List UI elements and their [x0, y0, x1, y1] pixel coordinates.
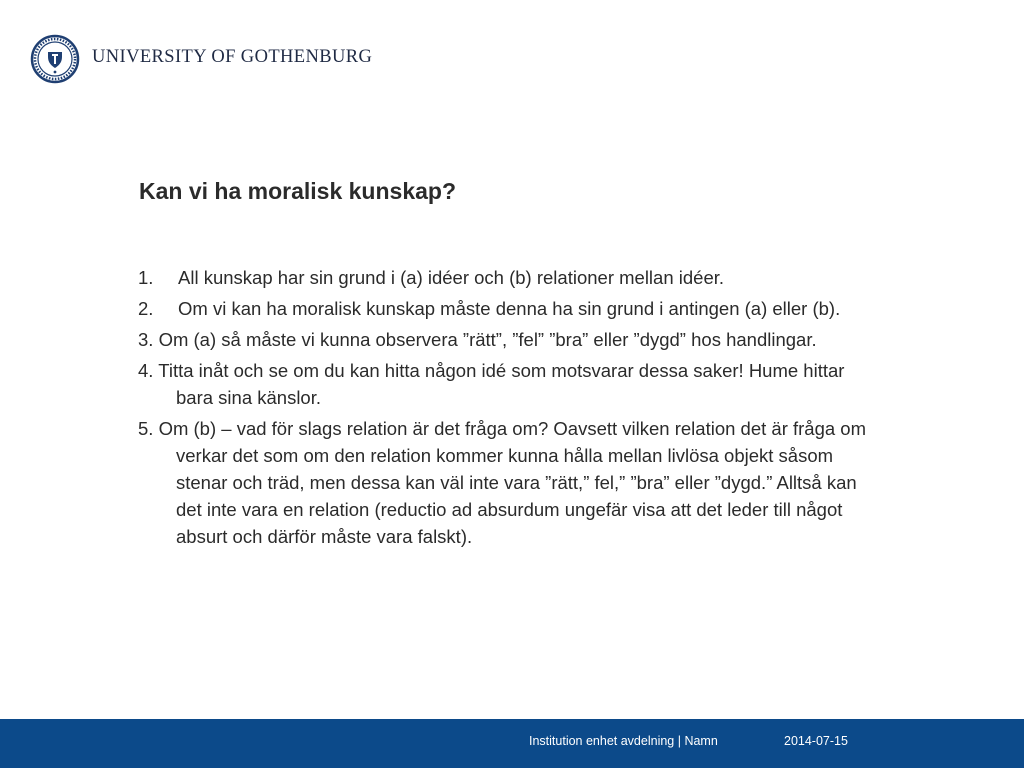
footer-bar — [0, 719, 1024, 768]
list-item-2 — [138, 295, 878, 322]
list-item-4: 4. Titta inåt och se om du kan hitta någon idé som motsvarar dessa saker! Hume hittar bara sina känslor. — [138, 360, 845, 408]
list-number: 2. — [138, 298, 154, 319]
footer-date: 2014-07-15 — [784, 734, 848, 748]
list-number: 1. — [138, 267, 154, 288]
slide-title: Kan vi ha moralisk kunskap? — [139, 178, 457, 204]
list-item-1 — [138, 264, 878, 291]
list-item-5: 5. Om (b) – vad för slags relation är det fråga om? Oavsett vilken relation det är fråga om verkar det som om den relation kommer kunna hålla mellan livlösa objekt såsom stenar och träd, men dessa kan väl inte vara ”rätt,” fel,” ”bra” eller ”dygd.” Alltså kan det inte vara en relation (reductio ad absurdum ungefär visa att det leder till något absurt och därför måste vara falskt). — [138, 418, 867, 547]
university-wordmark: UNIVERSITY OF GOTHENBURG — [92, 47, 373, 67]
list-item-text: Om vi kan ha moralisk kunskap måste denna ha sin grund i antingen (a) eller (b). — [178, 298, 841, 319]
list-item-text: All kunskap har sin grund i (a) idéer och (b) relationer mellan idéer. — [178, 267, 725, 288]
footer-info: Institution enhet avdelning | Namn — [529, 734, 718, 748]
list-item-3: 3. Om (a) så måste vi kunna observera ”rätt”, ”fel” ”bra” eller ”dygd” hos handlingar. — [138, 329, 817, 350]
slide-content-list — [138, 264, 878, 554]
university-seal-icon — [30, 34, 80, 84]
